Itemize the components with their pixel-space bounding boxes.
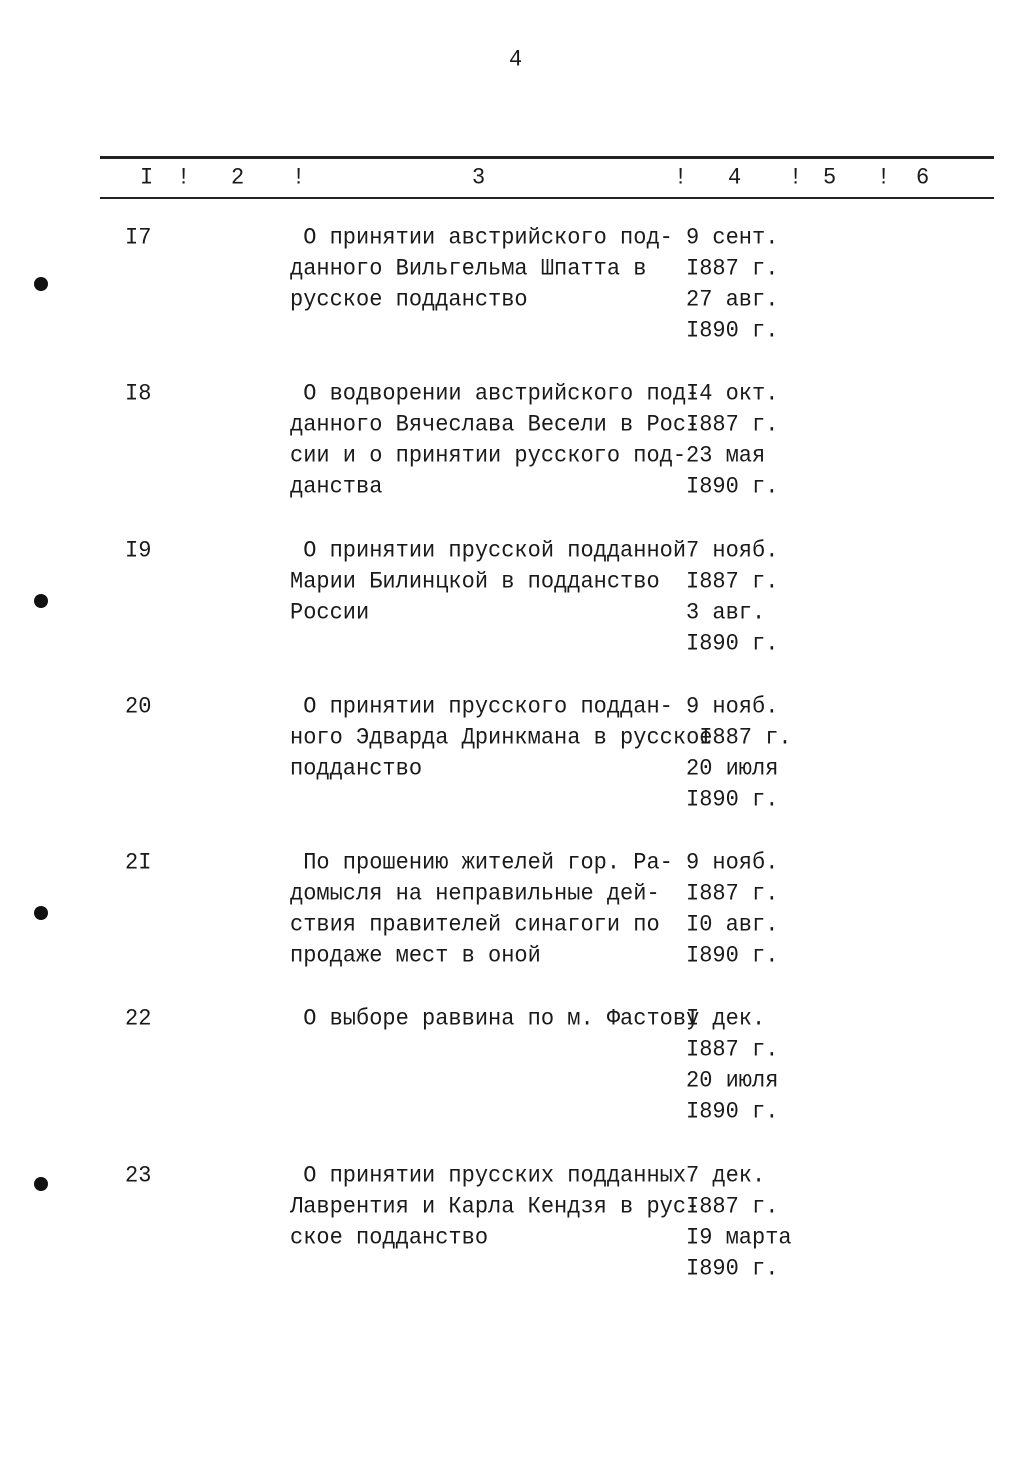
entry-date-line: 20 июля xyxy=(686,755,779,782)
entry-title-line: ного Эдварда Дринкмана в русское xyxy=(290,724,713,751)
entry-date-line: I дек. xyxy=(686,1005,766,1032)
entry-date-line: I890 г. xyxy=(686,1098,779,1125)
entry-title-line: Марии Билинцкой в подданство xyxy=(290,568,660,595)
entry-date-line: 3 авг. xyxy=(686,599,766,626)
entry-date-line: 9 сент. xyxy=(686,224,779,251)
entry-title-line: По прошению жителей гор. Ра- xyxy=(290,849,673,876)
header-col-6: 6 xyxy=(916,164,930,191)
header-sep: ! xyxy=(877,164,891,191)
entry-title-line: домысля на неправильные дей- xyxy=(290,880,660,907)
punch-hole-mark xyxy=(34,277,48,291)
table-header-rule xyxy=(100,197,994,199)
entry-title-line: О принятии прусской подданной xyxy=(290,537,687,564)
punch-hole-mark xyxy=(34,1177,48,1191)
punch-hole-mark xyxy=(34,594,48,608)
entry-title-line: данства xyxy=(290,473,383,500)
entry-number: 23 xyxy=(125,1162,152,1189)
entry-date-line: I0 авг. xyxy=(686,911,779,938)
entry-date-line: I890 г. xyxy=(686,317,779,344)
entry-date-line: I890 г. xyxy=(686,942,779,969)
entry-date-line: I887 г. xyxy=(686,411,779,438)
entry-date-line: I887 г. xyxy=(686,1036,779,1063)
entry-title-line: О водворении австрийского под- xyxy=(290,380,700,407)
header-col-4: 4 xyxy=(728,164,742,191)
entry-number: I7 xyxy=(125,224,152,251)
entry-title-line: подданство xyxy=(290,755,423,782)
entry-date-line: I890 г. xyxy=(686,473,779,500)
entry-date-line: I9 марта xyxy=(686,1224,792,1251)
table-top-rule xyxy=(100,156,994,159)
entry-number: 22 xyxy=(125,1005,152,1032)
entry-title-line: О выборе раввина по м. Фастову xyxy=(290,1005,700,1032)
entry-title-line: данного Вячеслава Весели в Рос- xyxy=(290,411,700,438)
entry-title-line: продаже мест в оной xyxy=(290,942,541,969)
entry-date-line: I887 г. xyxy=(686,568,779,595)
header-col-3: 3 xyxy=(472,164,486,191)
entry-title-line: русское подданство xyxy=(290,286,528,313)
entry-title-line: Лаврентия и Карла Кендзя в рус- xyxy=(290,1193,700,1220)
entry-date-line: 23 мая xyxy=(686,442,766,469)
entry-date-line: I887 г. xyxy=(686,724,792,751)
entry-date-line: I890 г. xyxy=(686,1255,779,1282)
entry-date-line: 27 авг. xyxy=(686,286,779,313)
header-col-5: 5 xyxy=(823,164,837,191)
entry-date-line: 7 дек. xyxy=(686,1162,766,1189)
punch-hole-mark xyxy=(34,906,48,920)
entry-date-line: I890 г. xyxy=(686,786,779,813)
entry-date-line: I887 г. xyxy=(686,880,779,907)
entry-title-line: России xyxy=(290,599,370,626)
entry-date-line: 9 нояб. xyxy=(686,693,779,720)
entry-date-line: I890 г. xyxy=(686,630,779,657)
entry-title-line: О принятии прусских подданных xyxy=(290,1162,687,1189)
entry-title-line: О принятии прусского поддан- xyxy=(290,693,673,720)
header-col-2: 2 xyxy=(231,164,245,191)
entry-date-line: 9 нояб. xyxy=(686,849,779,876)
header-col-1: I xyxy=(140,164,154,191)
entry-number: I8 xyxy=(125,380,152,407)
entry-title-line: данного Вильгельма Шпатта в xyxy=(290,255,647,282)
entry-date-line: I887 г. xyxy=(686,255,779,282)
page-number: 4 xyxy=(509,46,523,73)
entry-date-line: I4 окт. xyxy=(686,380,779,407)
entry-number: I9 xyxy=(125,537,152,564)
entry-title-line: ствия правителей синагоги по xyxy=(290,911,660,938)
entry-date-line: I887 г. xyxy=(686,1193,779,1220)
entry-title-line: О принятии австрийского под- xyxy=(290,224,673,251)
header-sep: ! xyxy=(789,164,803,191)
entry-date-line: 20 июля xyxy=(686,1067,779,1094)
entry-number: 2I xyxy=(125,849,152,876)
header-sep: ! xyxy=(292,164,306,191)
header-sep: ! xyxy=(177,164,191,191)
header-sep: ! xyxy=(674,164,688,191)
entry-date-line: 7 нояб. xyxy=(686,537,779,564)
entry-title-line: ское подданство xyxy=(290,1224,489,1251)
entry-number: 20 xyxy=(125,693,152,720)
entry-title-line: сии и о принятии русского под- xyxy=(290,442,687,469)
